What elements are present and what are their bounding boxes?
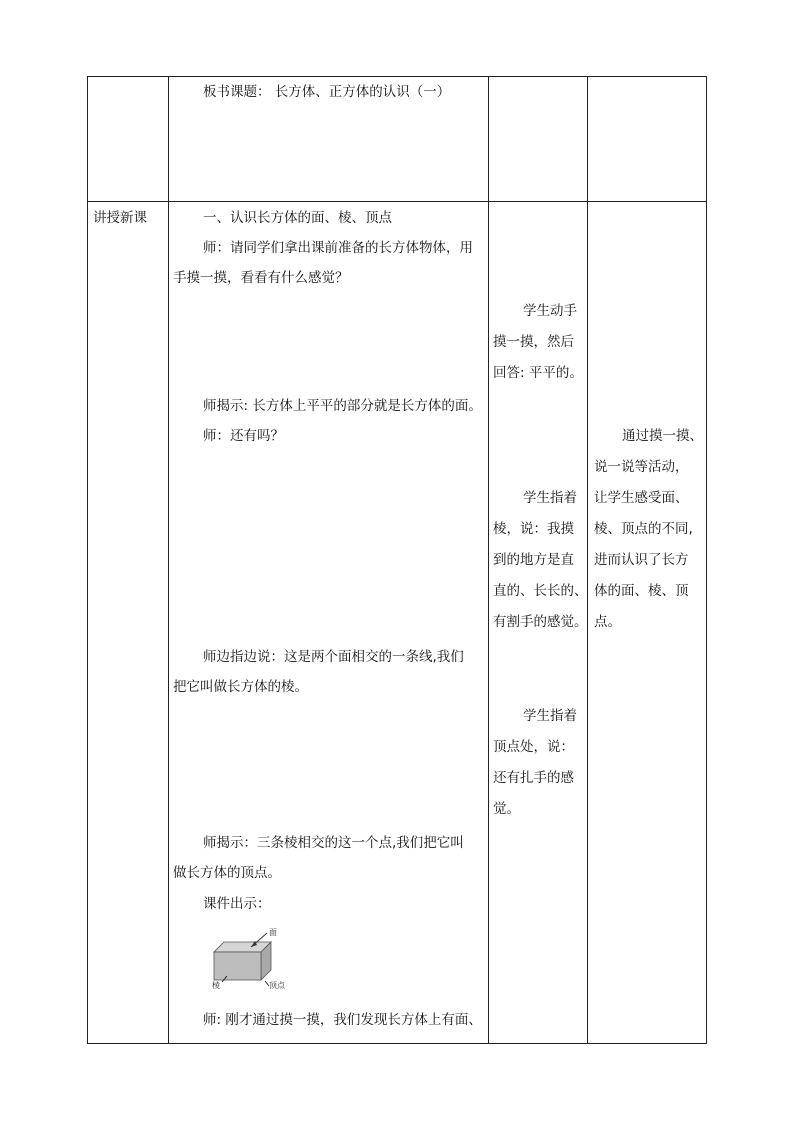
figure-label-vertex: 顶点 (269, 981, 285, 990)
student-line: 到的地方是直 (493, 552, 574, 568)
teacher-line: 师揭示: 长方体上平平的部分就是长方体的面。 (203, 398, 482, 414)
column-divider-3 (587, 76, 588, 1044)
intent-line: 让学生感受面、 (594, 490, 689, 506)
student-line: 有割手的感觉。 (493, 614, 588, 630)
stage-label: 讲授新课 (93, 210, 147, 226)
intent-line: 棱、顶点的不同, (594, 521, 693, 537)
intent-line: 说一说等活动， (594, 459, 689, 475)
teacher-line: 手摸一摸，看看有什么感觉？ (173, 270, 349, 286)
teacher-line: 师: 刚才通过摸一摸，我们发现长方体上有面、 (203, 1012, 482, 1028)
table-left-border (87, 76, 88, 1044)
figure-label-edge: 棱 (212, 981, 220, 990)
student-line: 摸一摸，然后 (493, 334, 574, 350)
teacher-line: 师揭示：三条棱相交的这一个点,我们把它叫 (203, 835, 464, 851)
student-line: 直的、长长的、 (493, 583, 588, 599)
column-divider-2 (488, 76, 489, 1044)
teacher-line: 师：还有吗？ (203, 428, 284, 444)
student-line: 棱，说：我摸 (493, 521, 574, 537)
intent-line: 进而认识了长方 (594, 552, 689, 568)
teacher-line: 把它叫做长方体的棱。 (173, 679, 308, 695)
student-line: 学生指着 (523, 708, 577, 724)
section-heading: 一、认识长方体的面、棱、顶点 (203, 210, 392, 226)
table-right-border (706, 76, 707, 1044)
column-divider-1 (168, 76, 169, 1044)
intent-line: 通过摸一摸、 (622, 428, 703, 444)
student-line: 回答: 平平的。 (493, 365, 583, 381)
student-line: 顶点处，说： (493, 739, 574, 755)
student-line: 学生指着 (523, 490, 577, 506)
teacher-line: 师：请同学们拿出课前准备的长方体物体，用 (203, 240, 473, 256)
table-bottom-border (87, 1043, 707, 1044)
intent-line: 点。 (594, 614, 621, 630)
teacher-line: 课件出示： (203, 896, 271, 912)
teacher-line: 做长方体的顶点。 (173, 865, 281, 881)
intent-line: 体的面、棱、顶 (594, 583, 689, 599)
student-line: 还有扎手的感 (493, 770, 574, 786)
row-divider (87, 201, 707, 202)
student-line: 觉。 (493, 801, 520, 817)
figure-label-face: 面 (269, 928, 277, 937)
student-line: 学生动手 (523, 303, 577, 319)
board-title-cell (173, 77, 450, 107)
board-title-text: 板书课题： 长方体、正方体的认识（一） (203, 84, 451, 100)
cuboid-figure (205, 922, 295, 992)
teacher-line: 师边指边说：这是两个面相交的一条线,我们 (203, 649, 464, 665)
stage-cell (93, 203, 147, 233)
